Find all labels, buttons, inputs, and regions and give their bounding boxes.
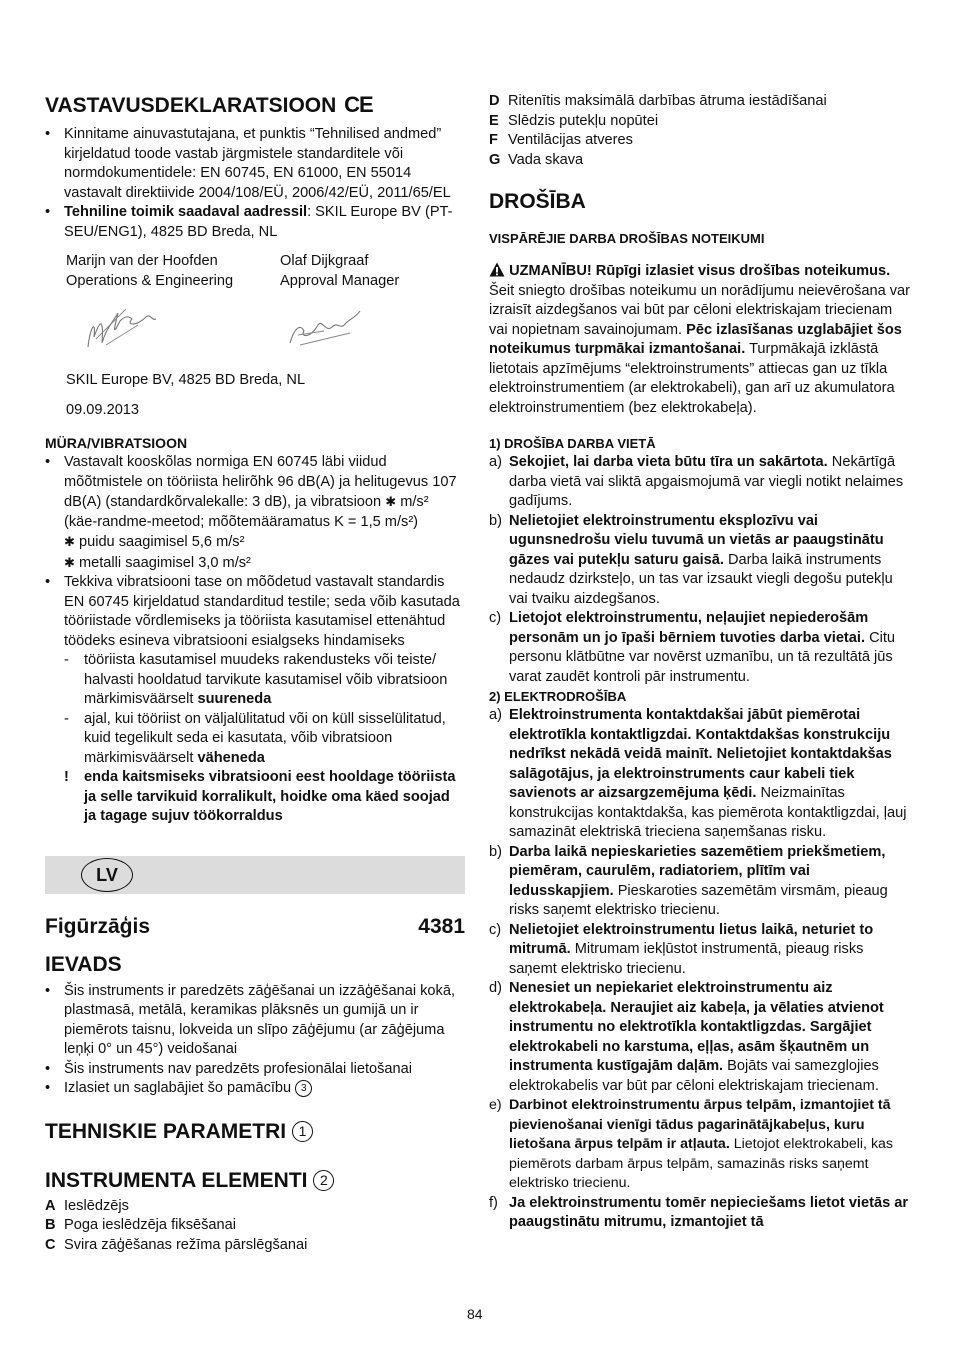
noise-list — [45, 453, 465, 827]
electrical-heading: 2) ELEKTRODROŠĪBA — [489, 689, 627, 704]
signature-2-image — [280, 291, 470, 365]
signatory-2: Olaf Dijkgraaf Approval Manager — [280, 253, 400, 289]
electrical-item: b) Darba laikā nepieskarieties sazemētiem priekšmetiem, piemēram, caurulēm, radiatoriem, plītīm vai ledusskapjiem. Pieskaroties sazemētām virsmām, pieaug risks saņemt elektrisko triecienu. — [489, 843, 888, 918]
elements-title: INSTRUMENTA ELEMENTI 2 — [45, 1168, 465, 1194]
work-area-heading: 1) DROŠĪBA DARBA VIETĀ — [489, 436, 656, 451]
element-item: G Vada skava — [489, 151, 584, 168]
product-title-row — [45, 914, 465, 940]
declaration-bullet: • Kinnitame ainuvastutajana, et punktis “Tehnilised andmed” kirjeldatud toode vastab järgmistele standarditele või normdokumentidele: EN 60745, EN 61000, EN 55014 vastavalt direktiivide 2004/108/EÜ, 2006/42/EÜ, 2011/65/EL — [45, 125, 465, 203]
ce-mark: CE — [344, 92, 373, 117]
noise-heading: MÜRA/VIBRATSIOON — [45, 435, 188, 451]
electrical-item: d) Nenesiet un nepiekariet elektroinstrumentu aiz elektrokabeļa. Neraujiet aiz kabeļa, ja vēlaties atvienot instrumentu no elektrotīkla kontaktligzdas. Sargājiet elektrokabeli no karstuma, eļļas, asām šķautnēm un instrumenta kustīgajām daļām. Bojāts vai samezglojies elektrokabelis var būt par cēloni elektriskajam triecienam. — [489, 980, 884, 1094]
electrical-item: f) Ja elektroinstrumentu tomēr nepieciešams lietot vietās ar paaugstinātu mitrumu, izmantojiet tā — [489, 1194, 909, 1230]
technical-file-bullet: • Tehniline toimik saadaval aadressil: SKIL Europe BV (PT-SEU/ENG1), 4825 BD Breda, NL — [45, 203, 465, 242]
electrical-item: c) Nelietojiet elektroinstrumentu lietus laikā, neturiet to mitrumā. Mitrumam iekļūstot instrumentā, pieaug risks saņemt elektrisko triecienu. — [489, 921, 874, 977]
safety-title: DROŠĪBA — [489, 190, 586, 213]
element-item: B Poga ieslēdzēja fiksēšanai — [45, 1217, 236, 1233]
intro-bullet-1: • Šis instruments ir paredzēts zāģēšanai un izzāģēšanai kokā, plastmasā, metālā, keramikas plāksnēs un gumijā un ir piemērots taisnu, lokveida un slīpo zāģējumu (ar zāģējuma leņķi 0° un 45°) veidošanai — [45, 982, 465, 1060]
product-title: Figūrzāģis — [45, 914, 151, 938]
safety-warning: UZMANĪBU! Rūpīgi izlasiet visus drošības noteikumus. Šeit sniegto drošības noteikumu un norādījumu neievērošana var izraisīt aizdegšanos vai būt par cēloni elektriskajam triecienam vai nopietnam savainojumam. Pēc izlasīšanas uzglabājiet šos noteikumus turpmākai izmantošanai. Turpmākajā izklāstā lietotais apzīmējums “elektroinstruments” attiecas gan uz tīkla elektroinstrumentiem (ar elektrokabeli), gan arī uz akumulatora elektroinstrumentiem (bez elektrokabeļa). — [489, 263, 911, 416]
electrical-item: a) Elektroinstrumenta kontaktdakšai jābūt piemērotai elektrotīkla kontaktligzdai. Kontaktdakšas konstrukciju nedrīkst nekādā veidā mainīt. Nelietojiet kontaktdakšas salāgotājus, ja elektroinstruments caur kabeli tiek savienots ar aizsargzemējuma ķēdi. Neizmainītas konstrukcijas kontaktdakša, kas piemērota kontaktligzdai, ļauj samazināt elektriskā trieciena saņemšanas risku. — [489, 707, 907, 840]
declaration-date: 09.09.2013 — [66, 401, 140, 418]
intro-title: IEVADS — [45, 952, 122, 976]
noise-sub-2: - ajal, kui tööriist on väljalülitatud või on küll sisselülitatud, kuid tegelikult seda ei kasutata, võib vibratsioon märkimisväärselt väheneda — [64, 710, 446, 766]
work-area-item: b) Nelietojiet elektroinstrumentu eksplozīvu vai ugunsnedrošu vielu tuvumā un vietās ar paaugstinātu gāzes vai putekļu saturu gaisā. Darba laikā instruments nedaudz dzirksteļo, un tas var izsaukt viegli degošu putekļu vai tvaiku aizdegšanos. — [489, 512, 893, 607]
figure-ref-1: 1 — [292, 1121, 313, 1142]
element-item: A Ieslēdzējs — [45, 1197, 129, 1214]
noise-bullet-1: • Vastavalt kooskõlas normiga EN 60745 läbi viidud mõõtmistele on tööriista helirõhk 96 dB(A) ja helitugevus 107 dB(A) (standardkõrvalekalle: 3 dB), ja vibratsioon ✱ m/s² (käe-randme-meetod; mõõtemääramatus K = 1,5 m/s²) ✱ puidu saagimisel 5,6 m/s² ✱ metalli saagimisel 3,0 m/s² — [45, 453, 465, 573]
language-bar — [45, 856, 465, 894]
elements-list-left — [45, 1197, 465, 1256]
figure-ref-3: 3 — [295, 1080, 312, 1097]
element-item: D Ritenītis maksimālā darbības ātruma iestādīšanai — [489, 93, 827, 109]
work-area-item: a) Sekojiet, lai darba vieta būtu tīra un sakārtota. Nekārtīgā darba vietā vai sliktā apgaismojumā var viegli notikt nelaimes gadījums. — [489, 454, 904, 509]
model-number: 4381 — [418, 914, 465, 938]
element-item: F Ventilācijas atveres — [489, 132, 633, 148]
element-item: E Slēdzis putekļu nopūtei — [489, 112, 659, 129]
warning-triangle-icon — [489, 262, 505, 277]
electrical-list — [489, 706, 911, 1233]
page-number: 84 — [467, 1306, 483, 1322]
work-area-item: c) Lietojot elektroinstrumentu, neļaujiet nepiederošām personām un jo īpaši bērniem tuvoties darba vietai. Citu personu klātbūtne var novērst uzmanību, un tā rezultātā jūs varat zaudēt kontroli pār instrumentu. — [489, 610, 896, 685]
intro-bullet-2: • Šis instruments nav paredzēts profesionālai lietošanai — [45, 1060, 465, 1080]
element-item: C Svira zāģēšanas režīma pārslēgšanai — [45, 1236, 308, 1253]
figure-ref-2: 2 — [313, 1170, 334, 1191]
intro-bullet-3: • Izlasiet un saglabājiet šo pamācību 3 — [45, 1079, 465, 1099]
signatory-1: Marijn van der Hoofden Operations & Engineering — [66, 253, 234, 289]
noise-sub-1: - tööriista kasutamisel muudeks rakendusteks või teiste/ halvasti hooldatud tarvikute kasutamisel võib vibratsioon märkimisväärselt suureneda — [64, 652, 448, 707]
language-badge: LV — [81, 858, 133, 892]
declaration-title: VASTAVUSDEKLARATSIOON CE — [45, 92, 373, 117]
company-address: SKIL Europe BV, 4825 BD Breda, NL — [66, 372, 306, 388]
tech-title: TEHNISKIE PARAMETRI 1 — [45, 1119, 465, 1145]
declaration-list — [45, 125, 465, 242]
elements-list-right — [489, 92, 911, 170]
general-safety-heading: VISPĀRĒJIE DARBA DROŠĪBAS NOTEIKUMI — [489, 231, 765, 246]
intro-list — [45, 982, 465, 1099]
noise-warning: ! enda kaitsmiseks vibratsiooni eest hooldage tööriista ja selle tarvikuid korralikult, hoidke oma käed soojad ja tagage sujuv töökorraldus — [64, 769, 456, 824]
signatures — [66, 252, 465, 365]
signature-1-image — [66, 291, 280, 359]
right-column — [489, 90, 911, 1233]
left-column — [45, 90, 465, 1255]
work-area-list — [489, 453, 911, 687]
noise-bullet-2: • Tekkiva vibratsiooni tase on mõõdetud vastavalt standardis EN 60745 kirjeldatud standarditud testile; seda võib kasutada tööriistade võrdlemiseks ja tööriista kasutamisel ettenähtud töödeks esineva vibratsiooni esialgseks hindamiseks - tööriista kasutamisel muudeks rakendusteks või teiste/ halvasti hooldatud tarvikute kasutamisel võib vibratsioon märkimisväärselt suureneda - ajal, kui tööriist on väljalülitatud või on küll sisselülitatud, kuid tegelikult seda ei kasutata, võib vibratsioon märkimisväärselt väheneda ! enda kaitsmiseks vibratsiooni eest hooldage tööriista ja selle tarvikuid korralikult, hoidke oma käed soojad ja tagage sujuv töökorraldus — [45, 573, 465, 827]
electrical-item: e) Darbinot elektroinstrumentu ārpus telpām, izmantojiet tā pievienošanai vienīgi tādus pagarinātājkabeļus, kuru lietošana ārpus telpām ir atļauta. Lietojot elektrokabeli, kas piemērots darbam ārpus telpām, samazinās risks saņemt elektrisko triecienu. — [489, 1097, 894, 1191]
